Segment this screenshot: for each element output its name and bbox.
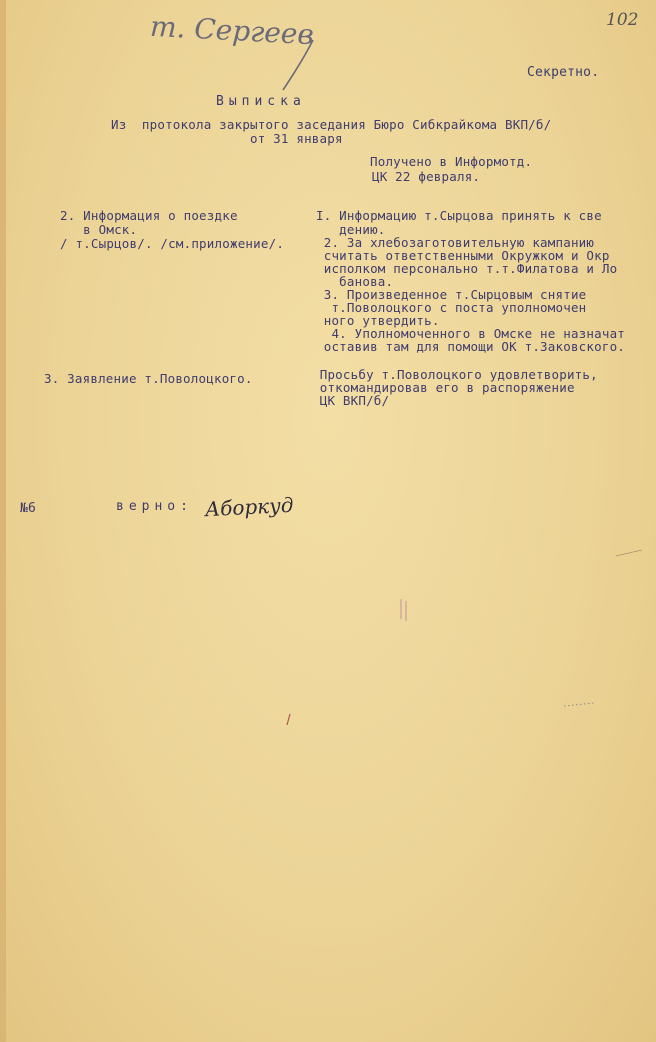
pencil-mark-2	[614, 548, 644, 558]
item-2-right-line-2: дению.	[316, 222, 386, 237]
item-2-right-line-1: I. Информацию т.Сырцова принять к све	[316, 208, 602, 223]
pencil-stroke	[265, 36, 325, 96]
item-3-right-line-1: Просьбу т.Поволоцкого удовлетворить,	[312, 367, 598, 382]
item-2-right-line-6: банова.	[316, 274, 394, 289]
item-2-right-line-8: т.Поволоцкого с поста уполномочен	[316, 300, 587, 315]
item-3-right-line-3: ЦК ВКП/б/	[312, 393, 390, 408]
item-2-right-line-5: исполком персонально т.т.Филатова и Ло	[316, 261, 618, 276]
item-2-right-line-9: ного утвердить.	[316, 313, 440, 328]
verified-label: верно:	[116, 499, 193, 514]
item-2-right-line-11: оставив там для помощи ОК т.Заковского.	[316, 339, 626, 354]
paper-edge	[0, 0, 6, 1042]
item-3-right-line-2: откомандировав его в распоряжение	[312, 380, 575, 395]
handwritten-name: т. Сергеев	[149, 9, 315, 52]
signature: Аборкуд	[204, 492, 294, 522]
pencil-mark-1	[398, 597, 412, 623]
item-3-left-line-1: 3. Заявление т.Поволоцкого.	[44, 371, 253, 386]
item-2-left-line-1: 2. Информация о поездке	[60, 208, 238, 223]
item-2-left-line-3: / т.Сырцов/. /см.приложение/.	[60, 236, 285, 251]
classification-mark: Секретно.	[527, 65, 600, 80]
title-line-2: от 31 января	[250, 131, 343, 146]
page-number: 102	[606, 10, 639, 30]
ink-mark	[284, 712, 294, 728]
title-line-1: Из протокола закрытого заседания Бюро Сибкрайкома ВКП/б/	[111, 117, 552, 132]
document-title: Выписка	[216, 94, 306, 109]
item-2-right-line-3: 2. За хлебозаготовительную кампанию	[316, 235, 595, 250]
received-line-2: ЦК 22 февраля.	[372, 169, 481, 184]
item-2-right-line-4: считать ответственными Окружком и Окр	[316, 248, 610, 263]
document-number: №6	[20, 501, 37, 516]
item-2-left-line-2: в Омск.	[60, 222, 138, 237]
item-2-right-line-10: 4. Уполномоченного в Омске не назначат	[316, 326, 626, 341]
received-line-1: Получено в Информотд.	[370, 154, 533, 169]
item-2-right-line-7: 3. Произведенное т.Сырцовым снятие	[316, 287, 587, 302]
dotted-mark	[562, 700, 596, 710]
